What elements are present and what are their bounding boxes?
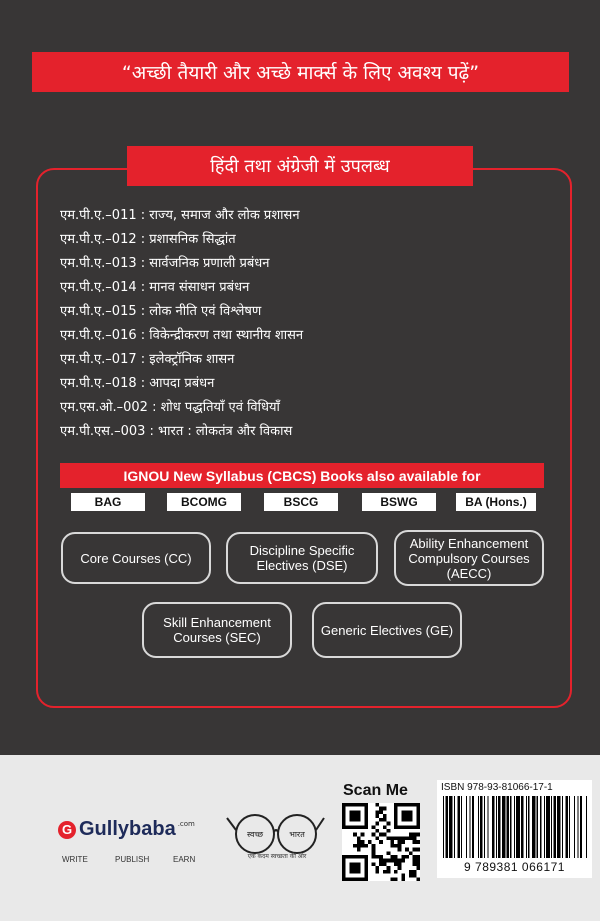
course-item: एम.पी.एस.–003 : भारत : लोकतंत्र और विकास bbox=[60, 424, 293, 439]
course-item: एम.पी.ए.–016 : विकेन्द्रीकरण तथा स्थानीय शासन bbox=[60, 328, 304, 343]
scan-me-label: Scan Me bbox=[343, 782, 408, 799]
course-item: एम.पी.ए.–018 : आपदा प्रबंधन bbox=[60, 376, 215, 391]
publisher-name: Gullybaba bbox=[79, 818, 176, 840]
course-item: एम.पी.ए.–013 : सार्वजनिक प्रणाली प्रबंधन bbox=[60, 256, 270, 271]
swachh-left-text: स्वच्छ bbox=[246, 830, 264, 839]
slogan-banner: “अच्छी तैयारी और अच्छे मार्क्स के लिए अवश्य पढ़ें” bbox=[32, 52, 569, 92]
programme-tag-bcomg: BCOMG bbox=[167, 493, 241, 511]
qr-code-icon bbox=[342, 803, 420, 881]
course-type-box: Skill Enhancement Courses (SEC) bbox=[142, 602, 292, 658]
course-type-box: Discipline Specific Electives (DSE) bbox=[226, 532, 378, 584]
tagline-write: WRITE bbox=[62, 855, 88, 864]
course-item: एम.पी.ए.–011 : राज्य, समाज और लोक प्रशासन bbox=[60, 208, 300, 223]
barcode-icon bbox=[441, 796, 588, 858]
course-item: एम.पी.ए.–015 : लोक नीति एवं विश्लेषण bbox=[60, 304, 262, 319]
course-type-box: Core Courses (CC) bbox=[61, 532, 211, 584]
tagline-publish: PUBLISH bbox=[115, 855, 150, 864]
barcode-number: 9 789381 066171 bbox=[464, 860, 565, 874]
logo-g-icon: G bbox=[58, 821, 76, 839]
publisher-domain: .com bbox=[177, 820, 195, 828]
programme-tag-bag: BAG bbox=[71, 493, 145, 511]
publisher-logo bbox=[58, 818, 195, 841]
ignou-syllabus-heading: IGNOU New Syllabus (CBCS) Books also available for bbox=[60, 463, 544, 488]
course-item: एम.एस.ओ.–002 : शोध पद्धतियाँ एवं विधियाँ bbox=[60, 400, 280, 415]
swachh-right-text: भारत bbox=[289, 830, 305, 839]
tagline-earn: EARN bbox=[173, 855, 196, 864]
course-type-box: Ability Enhancement Compulsory Courses (AECC) bbox=[394, 530, 544, 586]
course-list bbox=[60, 204, 540, 444]
course-type-box: Generic Electives (GE) bbox=[312, 602, 462, 658]
programme-tag-ba-hons: BA (Hons.) bbox=[456, 493, 536, 511]
course-item: एम.पी.ए.–012 : प्रशासनिक सिद्धांत bbox=[60, 232, 236, 247]
language-availability-banner: हिंदी तथा अंग्रेजी में उपलब्ध bbox=[127, 146, 473, 186]
programme-tag-bswg: BSWG bbox=[362, 493, 436, 511]
programme-tag-bscg: BSCG bbox=[264, 493, 338, 511]
course-item: एम.पी.ए.–017 : इलेक्ट्रॉनिक शासन bbox=[60, 352, 235, 367]
isbn-text: ISBN 978-93-81066-17-1 bbox=[441, 782, 553, 793]
course-item: एम.पी.ए.–014 : मानव संसाधन प्रबंधन bbox=[60, 280, 250, 295]
swachh-caption: एक कदम स्वच्छता की ओर bbox=[247, 853, 307, 860]
